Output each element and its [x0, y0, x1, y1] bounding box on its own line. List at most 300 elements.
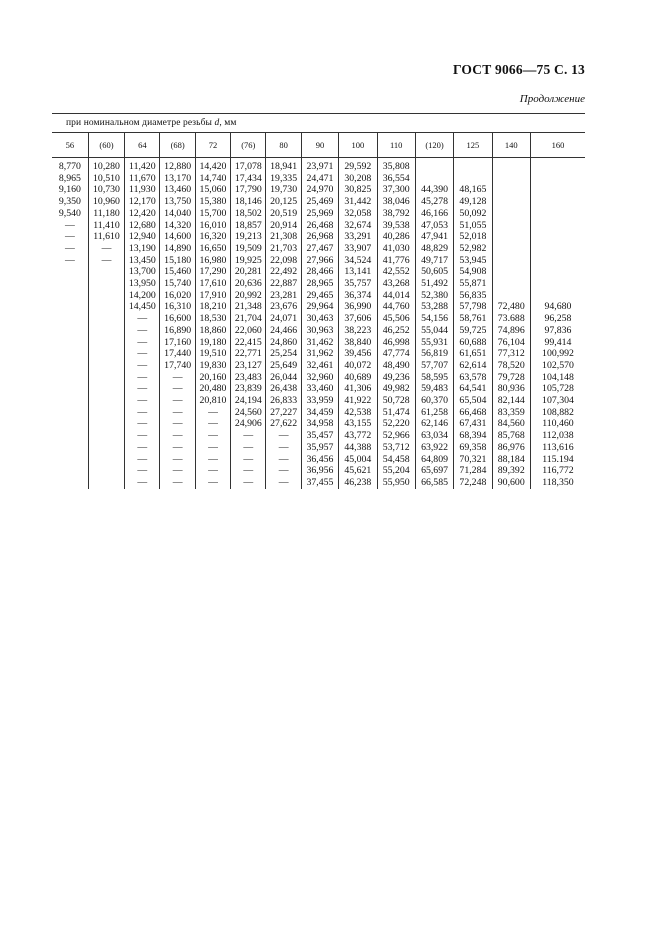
- table-cell: [52, 383, 88, 395]
- table-cell: 16,980: [195, 255, 230, 267]
- table-cell: 44,388: [339, 442, 377, 454]
- table-cell: 14,040: [160, 208, 195, 220]
- table-cell: 71,284: [454, 465, 492, 477]
- table-cell: 59,725: [454, 325, 492, 337]
- table-cell: 26,468: [301, 220, 338, 232]
- table-cell: [492, 243, 530, 255]
- table-cell: [492, 208, 530, 220]
- table-cell: [88, 418, 124, 430]
- table-cell: 23,281: [266, 290, 301, 302]
- table-cell: 35,808: [377, 158, 415, 173]
- table-cell: 40,286: [377, 231, 415, 243]
- table-cell: 19,509: [231, 243, 266, 255]
- table-cell: 62,614: [454, 360, 492, 372]
- table-cell: 108,882: [530, 407, 585, 419]
- table-cell: 64,541: [454, 383, 492, 395]
- table-cell: 58,595: [415, 372, 453, 384]
- table-cell: [415, 158, 453, 173]
- table-cell: 31,442: [339, 196, 377, 208]
- table-cell: 22,060: [231, 325, 266, 337]
- table-cell: —: [125, 454, 160, 466]
- table-cell: 51,492: [415, 278, 453, 290]
- table-cell: 24,970: [301, 184, 338, 196]
- table-cell: —: [125, 383, 160, 395]
- table-cell: [530, 290, 585, 302]
- column-header: 64: [125, 133, 160, 158]
- table-cell: [492, 158, 530, 173]
- table-cell: —: [65, 254, 75, 266]
- table-cell: 44,760: [377, 301, 415, 313]
- table-cell: 14,320: [160, 220, 195, 232]
- table-cell: 88,184: [492, 454, 530, 466]
- table-cell: 17,740: [160, 360, 195, 372]
- table-cell: [52, 301, 88, 313]
- table-cell: [530, 196, 585, 208]
- table-cell: [52, 266, 88, 278]
- table-cell: 9,160: [58, 184, 81, 196]
- table-cell: —: [160, 430, 195, 442]
- table-cell: 23,483: [231, 372, 266, 384]
- table-cell: [88, 383, 124, 395]
- table-cell: 86,976: [492, 442, 530, 454]
- table-cell: 49,128: [454, 196, 492, 208]
- table-cell: 80,936: [492, 383, 530, 395]
- table-cell: 42,552: [377, 266, 415, 278]
- table-cell: 17,290: [195, 266, 230, 278]
- table-cell: —: [125, 395, 160, 407]
- table-cell: 20,992: [231, 290, 266, 302]
- table-cell: 16,010: [195, 220, 230, 232]
- table-cell: 25,469: [301, 196, 338, 208]
- table-cell: 50,605: [415, 266, 453, 278]
- table-cell: 41,306: [339, 383, 377, 395]
- table-cell: 18,530: [195, 313, 230, 325]
- table-cell: 52,380: [415, 290, 453, 302]
- table-cell: 18,210: [195, 301, 230, 313]
- table-cell: 49,982: [377, 383, 415, 395]
- table-cell: 22,415: [231, 337, 266, 349]
- table-cell: 12,420: [125, 208, 160, 220]
- table-cell: [88, 477, 124, 489]
- table-cell: 55,044: [415, 325, 453, 337]
- table-cell: 20,281: [231, 266, 266, 278]
- table-cell: [88, 313, 124, 325]
- table-cell: 47,941: [415, 231, 453, 243]
- table-cell: [88, 430, 124, 442]
- table-cell: 112,038: [530, 430, 585, 442]
- table-cell: 63,922: [415, 442, 453, 454]
- table-row: [52, 360, 585, 372]
- values-table: [52, 132, 585, 489]
- table-cell: 13,700: [125, 266, 160, 278]
- table-cell: 48,165: [454, 184, 492, 196]
- table-cell: 30,208: [339, 173, 377, 185]
- table-cell: —: [160, 372, 195, 384]
- table-cell: —: [266, 430, 301, 442]
- table-cell: 34,524: [339, 255, 377, 267]
- table-cell: 35,457: [301, 430, 338, 442]
- table-cell: [530, 220, 585, 232]
- table-cell: 72,480: [492, 301, 530, 313]
- table-row: [52, 477, 585, 489]
- column-header: 56: [52, 133, 88, 158]
- table-cell: —: [231, 465, 266, 477]
- table-cell: —: [195, 407, 230, 419]
- table-cell: 45,004: [339, 454, 377, 466]
- table-cell: [530, 255, 585, 267]
- table-cell: [88, 372, 124, 384]
- table-row: [52, 418, 585, 430]
- column-header: (60): [88, 133, 124, 158]
- table-cell: —: [125, 430, 160, 442]
- table-cell: [52, 348, 88, 360]
- table-cell: 38,223: [339, 325, 377, 337]
- table-cell: 19,730: [266, 184, 301, 196]
- table-cell: 18,860: [195, 325, 230, 337]
- table-cell: 21,308: [266, 231, 301, 243]
- table-cell: 17,910: [195, 290, 230, 302]
- column-header: 140: [492, 133, 530, 158]
- table-row: [52, 348, 585, 360]
- table-cell: 21,703: [266, 243, 301, 255]
- table-cell: 51,474: [377, 407, 415, 419]
- table-cell: 12,880: [160, 158, 195, 173]
- table-cell: 55,871: [454, 278, 492, 290]
- table-cell: 8,770: [58, 161, 81, 172]
- table-cell: 52,220: [377, 418, 415, 430]
- column-header: 90: [301, 133, 338, 158]
- table-row: [52, 158, 585, 173]
- table-cell: 33,291: [339, 231, 377, 243]
- table-cell: 18,502: [231, 208, 266, 220]
- table-cell: 29,465: [301, 290, 338, 302]
- table-cell: 19,180: [195, 337, 230, 349]
- table-cell: 24,466: [266, 325, 301, 337]
- table-cell: 15,380: [195, 196, 230, 208]
- table-cell: 19,925: [231, 255, 266, 267]
- table-cell: 46,252: [377, 325, 415, 337]
- table-cell: 55,204: [377, 465, 415, 477]
- table-cell: 32,461: [301, 360, 338, 372]
- column-header: (76): [231, 133, 266, 158]
- table-cell: —: [195, 465, 230, 477]
- table-cell: 30,463: [301, 313, 338, 325]
- table-cell: [492, 220, 530, 232]
- table-row: [52, 184, 585, 196]
- table-cell: 13,460: [160, 184, 195, 196]
- table-cell: —: [65, 231, 75, 243]
- table-cell: 46,998: [377, 337, 415, 349]
- table-cell: 74,896: [492, 325, 530, 337]
- table-cell: 13,950: [125, 278, 160, 290]
- table-cell: 10,280: [88, 158, 124, 173]
- column-header: 100: [339, 133, 377, 158]
- table-cell: 27,227: [266, 407, 301, 419]
- table-caption: [66, 118, 237, 128]
- table-cell: 42,538: [339, 407, 377, 419]
- table-cell: 39,538: [377, 220, 415, 232]
- table-cell: [492, 184, 530, 196]
- table-cell: 20,914: [266, 220, 301, 232]
- table-cell: 76,104: [492, 337, 530, 349]
- table-row: [52, 465, 585, 477]
- table-cell: 65,504: [454, 395, 492, 407]
- table-cell: 36,374: [339, 290, 377, 302]
- table-cell: 22,887: [266, 278, 301, 290]
- table-cell: —: [266, 442, 301, 454]
- table-cell: —: [160, 395, 195, 407]
- table-cell: 41,922: [339, 395, 377, 407]
- table-cell: [88, 442, 124, 454]
- table-cell: [52, 418, 88, 430]
- table-cell: 40,072: [339, 360, 377, 372]
- table-cell: 20,125: [266, 196, 301, 208]
- table-cell: 52,018: [454, 231, 492, 243]
- top-rule: [52, 113, 585, 114]
- table-cell: 35,757: [339, 278, 377, 290]
- table-cell: —: [195, 454, 230, 466]
- table-cell: —: [125, 465, 160, 477]
- table-cell: 32,058: [339, 208, 377, 220]
- table-cell: —: [160, 418, 195, 430]
- table-cell: 34,958: [301, 418, 338, 430]
- table-cell: 8,965: [58, 172, 81, 184]
- table-cell: 36,956: [301, 465, 338, 477]
- table-cell: 69,358: [454, 442, 492, 454]
- document-header: ГОСТ 9066—75 С. 13: [452, 62, 585, 77]
- table-cell: 19,213: [231, 231, 266, 243]
- table-cell: 23,127: [231, 360, 266, 372]
- table-cell: 56,819: [415, 348, 453, 360]
- table-cell: 60,688: [454, 337, 492, 349]
- table-cell: —: [125, 325, 160, 337]
- table-cell: 16,020: [160, 290, 195, 302]
- table-row: [52, 173, 585, 185]
- column-header: 72: [195, 133, 230, 158]
- table-cell: 24,906: [231, 418, 266, 430]
- table-cell: —: [195, 477, 230, 489]
- table-cell: 25,969: [301, 208, 338, 220]
- table-cell: 57,707: [415, 360, 453, 372]
- table-cell: 20,160: [195, 372, 230, 384]
- table-cell: 62,146: [415, 418, 453, 430]
- table-cell: —: [231, 430, 266, 442]
- table-cell: 23,971: [301, 158, 338, 173]
- table-cell: [88, 301, 124, 313]
- table-cell: 24,471: [301, 173, 338, 185]
- table-cell: [52, 290, 88, 302]
- table-cell: 50,092: [454, 208, 492, 220]
- table-cell: —: [266, 454, 301, 466]
- table-cell: 20,810: [195, 395, 230, 407]
- table-row: [52, 313, 585, 325]
- table-row: [52, 196, 585, 208]
- table-cell: 100,992: [530, 348, 585, 360]
- table-cell: —: [160, 465, 195, 477]
- table-cell: [530, 208, 585, 220]
- table-cell: [88, 278, 124, 290]
- table-row: [52, 383, 585, 395]
- table-cell: 13,450: [125, 255, 160, 267]
- table-cell: —: [65, 242, 75, 254]
- table-cell: 44,014: [377, 290, 415, 302]
- table-cell: 60,370: [415, 395, 453, 407]
- caption-prefix: при номинальном диаметре резьбы: [66, 118, 215, 128]
- table-cell: 41,030: [377, 243, 415, 255]
- table-cell: 70,321: [454, 454, 492, 466]
- table-cell: 68,394: [454, 430, 492, 442]
- table-cell: 49,717: [415, 255, 453, 267]
- table-cell: 12,680: [125, 220, 160, 232]
- table-cell: 29,964: [301, 301, 338, 313]
- table-cell: 110,460: [530, 418, 585, 430]
- table-cell: 24,860: [266, 337, 301, 349]
- table-cell: [492, 266, 530, 278]
- table-cell: 23,839: [231, 383, 266, 395]
- table-cell: 12,940: [125, 231, 160, 243]
- table-cell: —: [195, 430, 230, 442]
- table-cell: 46,166: [415, 208, 453, 220]
- continuation-label: Продолжение: [519, 93, 585, 105]
- table-cell: [454, 158, 492, 173]
- table-cell: —: [160, 454, 195, 466]
- table-cell: [530, 184, 585, 196]
- table-cell: 54,908: [454, 266, 492, 278]
- table-cell: 65,697: [415, 465, 453, 477]
- table-cell: 66,585: [415, 477, 453, 489]
- table-cell: —: [125, 360, 160, 372]
- table-cell: —: [125, 407, 160, 419]
- table-row: [52, 407, 585, 419]
- table-cell: [530, 278, 585, 290]
- table-cell: 48,829: [415, 243, 453, 255]
- table-cell: 16,310: [160, 301, 195, 313]
- table-cell: 45,621: [339, 465, 377, 477]
- table-cell: 24,194: [231, 395, 266, 407]
- table-row: [52, 278, 585, 290]
- table-cell: 30,825: [339, 184, 377, 196]
- table-cell: [492, 196, 530, 208]
- table-cell: 19,510: [195, 348, 230, 360]
- table-cell: 10,960: [88, 196, 124, 208]
- table-cell: 27,622: [266, 418, 301, 430]
- table-row: [52, 243, 585, 255]
- table-cell: 63,034: [415, 430, 453, 442]
- table-cell: [88, 407, 124, 419]
- table-cell: 113,616: [530, 442, 585, 454]
- table-cell: 24,560: [231, 407, 266, 419]
- table-cell: 26,044: [266, 372, 301, 384]
- table-cell: —: [125, 348, 160, 360]
- table-cell: 23,676: [266, 301, 301, 313]
- table-cell: —: [125, 372, 160, 384]
- table-cell: [492, 173, 530, 185]
- table-cell: [530, 266, 585, 278]
- table-cell: 14,200: [125, 290, 160, 302]
- table-cell: 30,963: [301, 325, 338, 337]
- table-cell: 115.194: [530, 454, 585, 466]
- table-cell: 59,483: [415, 383, 453, 395]
- table-cell: 78,520: [492, 360, 530, 372]
- table-cell: 44,390: [415, 184, 453, 196]
- table-cell: [88, 348, 124, 360]
- table-cell: 27,966: [301, 255, 338, 267]
- table-cell: 45,506: [377, 313, 415, 325]
- table-cell: 36,990: [339, 301, 377, 313]
- table-cell: 37,606: [339, 313, 377, 325]
- table-cell: 47,053: [415, 220, 453, 232]
- column-header: (68): [160, 133, 195, 158]
- table-cell: —: [266, 465, 301, 477]
- table-cell: —: [231, 454, 266, 466]
- table-cell: 17,440: [160, 348, 195, 360]
- table-cell: [52, 430, 88, 442]
- table-cell: 18,857: [231, 220, 266, 232]
- table-cell: 28,466: [301, 266, 338, 278]
- table-cell: 20,636: [231, 278, 266, 290]
- column-header: 125: [454, 133, 492, 158]
- table-cell: 13,190: [125, 243, 160, 255]
- table-cell: —: [125, 337, 160, 349]
- column-header: 80: [266, 133, 301, 158]
- table-cell: 49,236: [377, 372, 415, 384]
- column-header: 160: [530, 133, 585, 158]
- table-cell: 12,170: [125, 196, 160, 208]
- table-cell: 11,420: [125, 158, 160, 173]
- table-cell: 41,776: [377, 255, 415, 267]
- table-cell: 67,431: [454, 418, 492, 430]
- table-cell: 16,320: [195, 231, 230, 243]
- table-cell: 10,510: [88, 173, 124, 185]
- table-cell: [88, 465, 124, 477]
- table-cell: 13,141: [339, 266, 377, 278]
- table-cell: 53,945: [454, 255, 492, 267]
- table-cell: 16,600: [160, 313, 195, 325]
- table-row: [52, 442, 585, 454]
- table-cell: —: [160, 407, 195, 419]
- table-cell: 16,650: [195, 243, 230, 255]
- table-cell: 11,930: [125, 184, 160, 196]
- table-row: [52, 325, 585, 337]
- table-cell: 13,170: [160, 173, 195, 185]
- table-cell: 29,592: [339, 158, 377, 173]
- table-cell: 15,180: [160, 255, 195, 267]
- table-cell: —: [125, 418, 160, 430]
- table-cell: 55,931: [415, 337, 453, 349]
- table-cell: 43,772: [339, 430, 377, 442]
- table-cell: 38,840: [339, 337, 377, 349]
- table-cell: 36,456: [301, 454, 338, 466]
- table-cell: —: [160, 477, 195, 489]
- table-cell: 26,968: [301, 231, 338, 243]
- table-cell: 64,809: [415, 454, 453, 466]
- table-cell: —: [88, 255, 124, 267]
- table-cell: 51,055: [454, 220, 492, 232]
- table-cell: [52, 325, 88, 337]
- table-cell: 26,438: [266, 383, 301, 395]
- table-cell: 22,492: [266, 266, 301, 278]
- table-row: [52, 372, 585, 384]
- table-cell: 52,966: [377, 430, 415, 442]
- table-cell: 47,774: [377, 348, 415, 360]
- table-cell: [454, 173, 492, 185]
- table-row: [52, 395, 585, 407]
- table-cell: 79,728: [492, 372, 530, 384]
- table-header-row: [52, 133, 585, 158]
- table-cell: 72,248: [454, 477, 492, 489]
- table-cell: 33,907: [339, 243, 377, 255]
- table-cell: [492, 255, 530, 267]
